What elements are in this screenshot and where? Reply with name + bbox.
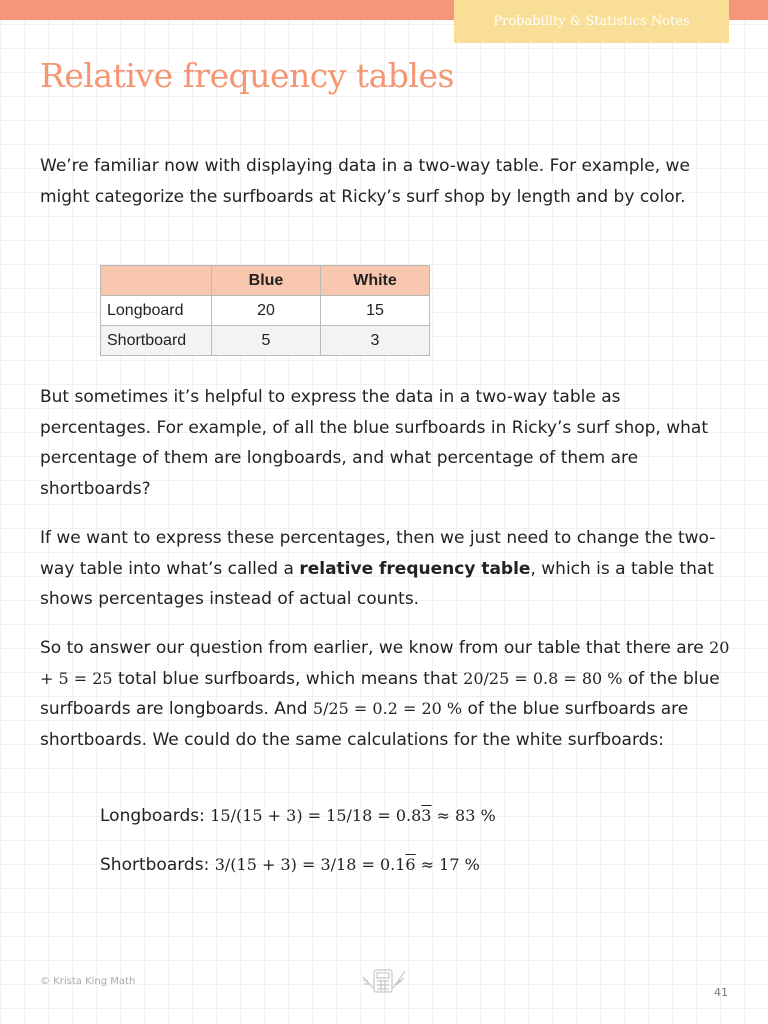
math-expression: 20 + 5 = 25 — [40, 638, 730, 688]
paragraph-text: If we want to express these percentages, then we just need to change the two-way table into what’s called a — [40, 528, 716, 579]
table-cell: 3 — [321, 326, 430, 356]
intro-paragraph: We’re familiar now with displaying data in a two-way table. For example, we might categorize the surfboards at Ricky’s surf shop by length and by color. — [40, 156, 690, 207]
math-expression: 5/25 = 0.2 = 20 % — [312, 699, 463, 718]
page-number: 41 — [714, 986, 728, 999]
table-header-row — [101, 266, 430, 296]
percentages-paragraph: But sometimes it’s helpful to express the data in a two-way table as percentages. For example, of all the blue surfboards in Ricky’s surf shop, what percentage of them are longboards, and what percentage of them are shortboards? — [40, 387, 709, 499]
bold-term: relative frequency table — [299, 558, 531, 579]
table-corner-cell — [101, 266, 212, 296]
repeating-digit: 6 — [405, 855, 416, 874]
math-expression: 15/(15 + 3) = 15/18 = 0.8 — [210, 806, 422, 825]
table-cell: 5 — [212, 326, 321, 356]
calc-label: Longboards: — [100, 806, 211, 826]
table-cell: 20 — [212, 296, 321, 326]
header-tab — [454, 0, 729, 43]
header-tab-label: Probability & Statistics Notes — [493, 14, 690, 29]
paragraph-text: of the blue surfboards are longboards. And — [40, 668, 720, 719]
table-header-white: White — [321, 266, 430, 296]
math-result: ≈ 17 % — [415, 855, 480, 874]
calculation-paragraph — [40, 633, 730, 755]
paragraph-text: So to answer our question from earlier, we know from our table that there are — [40, 638, 710, 658]
paragraph-text: of the blue surfboards are shortboards. We could do the same calculations for the white surfboards: — [40, 699, 689, 750]
table-row — [101, 296, 430, 326]
table-row-label: Longboard — [101, 296, 212, 326]
calculator-logo-icon — [360, 966, 408, 996]
table-row-label: Shortboard — [101, 326, 212, 356]
page-title: Relative frequency tables — [40, 56, 454, 95]
table-header-blue: Blue — [212, 266, 321, 296]
two-way-table — [100, 265, 430, 356]
math-expression: 3/(15 + 3) = 3/18 = 0.1 — [214, 855, 406, 874]
repeating-digit: 3 — [421, 806, 432, 825]
shortboards-calculation — [100, 855, 480, 875]
math-result: ≈ 83 % — [431, 806, 496, 825]
paragraph-text: , which is a table that shows percentages instead of actual counts. — [40, 558, 714, 609]
table-row — [101, 326, 430, 356]
paragraph-text: total blue surfboards, which means that — [112, 668, 464, 689]
calc-label: Shortboards: — [100, 855, 215, 875]
table-cell: 15 — [321, 296, 430, 326]
longboards-calculation — [100, 806, 496, 826]
relative-frequency-paragraph — [40, 523, 730, 615]
math-expression: 20/25 = 0.8 = 80 % — [463, 668, 623, 688]
copyright-text: © Krista King Math — [40, 976, 136, 987]
